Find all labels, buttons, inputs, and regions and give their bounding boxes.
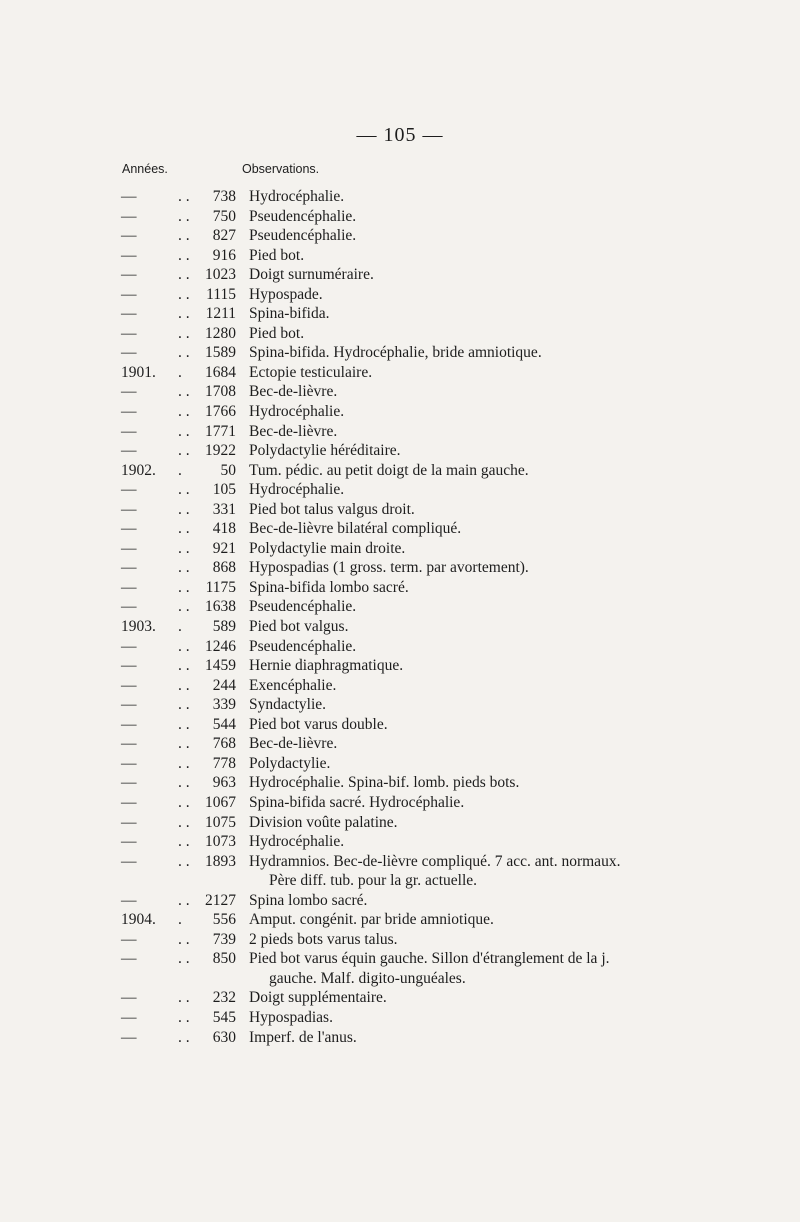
- row-text: Amput. congénit. par bride amniotique.: [249, 911, 494, 929]
- row-year: —: [121, 735, 137, 753]
- row-year: —: [121, 188, 137, 205]
- list-item: [0, 656, 800, 676]
- row-year: —: [121, 383, 137, 401]
- row-year: —: [121, 246, 137, 264]
- list-item: [0, 988, 800, 1008]
- row-text: Polydactylie héréditaire.: [249, 442, 401, 460]
- row-number: 331: [212, 500, 236, 518]
- row-dots: . .: [178, 833, 190, 851]
- row-dots: . .: [178, 266, 190, 284]
- row-number: 738: [212, 188, 236, 205]
- observations-list: [0, 187, 800, 1047]
- list-item: [0, 363, 800, 383]
- row-year: —: [121, 559, 137, 577]
- row-year: —: [121, 1028, 137, 1046]
- row-dots: . .: [178, 891, 190, 909]
- row-year: —: [121, 657, 137, 675]
- row-text: Hydrocéphalie.: [249, 403, 345, 421]
- row-number: 827: [212, 227, 236, 245]
- row-number: 1684: [205, 363, 236, 381]
- row-dots: . .: [178, 813, 190, 831]
- row-year: —: [121, 422, 137, 440]
- row-number: 630: [212, 1028, 236, 1046]
- row-text: Pseudencéphalie.: [249, 637, 357, 655]
- row-text: Pseudencéphalie.: [249, 207, 357, 225]
- row-number: 1771: [205, 422, 236, 440]
- list-item: [0, 578, 800, 598]
- row-year: —: [121, 852, 137, 870]
- list-item: [0, 891, 800, 911]
- list-item: [0, 382, 800, 402]
- list-item: [0, 285, 800, 305]
- list-item: [0, 930, 800, 950]
- row-text: Pied bot varus double.: [249, 715, 388, 733]
- row-number: 1893: [205, 852, 236, 870]
- row-year: —: [121, 344, 137, 362]
- row-year: —: [121, 598, 137, 616]
- list-item: [0, 226, 800, 246]
- row-year: —: [121, 520, 137, 538]
- row-dots: .: [178, 911, 182, 929]
- row-year: —: [121, 793, 137, 811]
- row-number: 916: [212, 246, 236, 264]
- list-item: [0, 773, 800, 793]
- row-dots: . .: [178, 344, 190, 362]
- row-text: Doigt supplémentaire.: [249, 989, 387, 1007]
- row-text: Pied bot.: [249, 246, 305, 264]
- row-text: Polydactylie.: [249, 754, 331, 772]
- list-item: [0, 949, 800, 969]
- list-item: [0, 734, 800, 754]
- row-year: 1901.: [121, 363, 156, 381]
- row-dots: . .: [178, 481, 190, 499]
- row-year: —: [121, 833, 137, 851]
- row-text: Pseudencéphalie.: [249, 227, 357, 245]
- list-item: [0, 265, 800, 285]
- row-dots: . .: [178, 520, 190, 538]
- row-dots: . .: [178, 989, 190, 1007]
- header-years: Années.: [122, 162, 168, 176]
- row-text: Tum. pédic. au petit doigt de la main gauche.: [249, 461, 529, 479]
- list-item: [0, 558, 800, 578]
- row-dots: . .: [178, 559, 190, 577]
- row-dots: . .: [178, 715, 190, 733]
- row-text: Doigt surnuméraire.: [249, 266, 374, 284]
- row-text: Imperf. de l'anus.: [249, 1028, 357, 1046]
- list-item: [0, 715, 800, 735]
- row-number: 244: [212, 676, 236, 694]
- row-number: 1708: [205, 383, 236, 401]
- row-year: —: [121, 950, 137, 968]
- row-text: Spina-bifida sacré. Hydrocéphalie.: [249, 793, 465, 811]
- row-text: Hydrocéphalie.: [249, 481, 345, 499]
- row-year: 1904.: [121, 911, 156, 929]
- list-item: [0, 539, 800, 559]
- list-item: [0, 480, 800, 500]
- row-number: 921: [212, 539, 236, 557]
- row-dots: . .: [178, 637, 190, 655]
- row-year: —: [121, 539, 137, 557]
- row-year: —: [121, 481, 137, 499]
- row-text: Syndactylie.: [249, 696, 327, 714]
- row-year: —: [121, 227, 137, 245]
- row-number: 1073: [205, 833, 236, 851]
- row-text: Hydrocéphalie. Spina-bif. lomb. pieds bots.: [249, 774, 520, 792]
- row-year: 1903.: [121, 618, 156, 636]
- row-text: Bec-de-lièvre.: [249, 383, 338, 401]
- row-number: 768: [212, 735, 236, 753]
- row-dots: . .: [178, 383, 190, 401]
- row-dots: . .: [178, 657, 190, 675]
- row-year: —: [121, 891, 137, 909]
- row-text: Bec-de-lièvre bilatéral compliqué.: [249, 520, 462, 538]
- list-item: [0, 304, 800, 324]
- row-number: 339: [212, 696, 236, 714]
- row-year: —: [121, 207, 137, 225]
- row-dots: . .: [178, 676, 190, 694]
- row-dots: .: [178, 363, 182, 381]
- row-number: 1246: [205, 637, 236, 655]
- row-year: —: [121, 930, 137, 948]
- list-item: [0, 637, 800, 657]
- row-dots: . .: [178, 1008, 190, 1026]
- row-number: 750: [212, 207, 236, 225]
- list-item: [0, 441, 800, 461]
- row-number: 963: [212, 774, 236, 792]
- row-dots: . .: [178, 442, 190, 460]
- row-text: Ectopie testiculaire.: [249, 363, 373, 381]
- list-item: [0, 500, 800, 520]
- row-number: 1067: [205, 793, 236, 811]
- row-text-continuation: gauche. Malf. digito-unguéales.: [269, 969, 466, 987]
- row-dots: . .: [178, 735, 190, 753]
- row-text-continuation: Père diff. tub. pour la gr. actuelle.: [269, 872, 478, 890]
- row-number: 1922: [205, 442, 236, 460]
- row-dots: . .: [178, 578, 190, 596]
- row-text: Hypospadias.: [249, 1008, 333, 1026]
- list-item: [0, 207, 800, 227]
- row-number: 850: [212, 950, 236, 968]
- row-text: 2 pieds bots varus talus.: [249, 930, 398, 948]
- row-year: —: [121, 754, 137, 772]
- row-text: Spina-bifida.: [249, 305, 330, 323]
- row-number: 1280: [205, 324, 236, 342]
- list-item: [0, 1028, 800, 1048]
- row-dots: . .: [178, 930, 190, 948]
- list-item: [0, 461, 800, 481]
- list-item: [0, 422, 800, 442]
- row-number: 589: [212, 618, 236, 636]
- header-observations: Observations.: [242, 162, 320, 176]
- row-number: 868: [212, 559, 236, 577]
- list-item: [0, 813, 800, 833]
- row-number: 1075: [205, 813, 236, 831]
- row-text: Hypospadias (1 gross. term. par avortement).: [249, 559, 529, 577]
- row-dots: . .: [178, 950, 190, 968]
- row-dots: . .: [178, 774, 190, 792]
- list-item: [0, 832, 800, 852]
- row-dots: .: [178, 461, 182, 479]
- list-item: [0, 343, 800, 363]
- row-dots: . .: [178, 227, 190, 245]
- row-text: Hernie diaphragmatique.: [249, 657, 404, 675]
- row-text: Polydactylie main droite.: [249, 539, 406, 557]
- row-number: 1211: [205, 305, 236, 323]
- row-year: —: [121, 305, 137, 323]
- row-year: —: [121, 266, 137, 284]
- row-dots: . .: [178, 246, 190, 264]
- row-number: 545: [212, 1008, 236, 1026]
- row-dots: . .: [178, 422, 190, 440]
- row-year: —: [121, 578, 137, 596]
- column-headers: [0, 162, 800, 182]
- row-number: 1459: [205, 657, 236, 675]
- row-year: —: [121, 774, 137, 792]
- row-dots: . .: [178, 188, 190, 205]
- row-dots: . .: [178, 324, 190, 342]
- row-year: —: [121, 696, 137, 714]
- row-number: 556: [212, 911, 236, 929]
- list-item: [0, 754, 800, 774]
- list-item: [0, 695, 800, 715]
- row-dots: . .: [178, 207, 190, 225]
- list-item: [0, 402, 800, 422]
- row-number: 418: [212, 520, 236, 538]
- list-item: [0, 676, 800, 696]
- row-number: 1115: [206, 285, 236, 303]
- row-dots: .: [178, 618, 182, 636]
- row-year: —: [121, 676, 137, 694]
- row-year: —: [121, 1008, 137, 1026]
- row-text: Pied bot talus valgus droit.: [249, 500, 415, 518]
- list-item: [0, 793, 800, 813]
- list-item-continuation: [0, 969, 800, 989]
- row-text: Bec-de-lièvre.: [249, 735, 338, 753]
- row-year: —: [121, 285, 137, 303]
- list-item-continuation: [0, 871, 800, 891]
- row-dots: . .: [178, 1028, 190, 1046]
- row-year: —: [121, 989, 137, 1007]
- row-year: —: [121, 500, 137, 518]
- row-year: —: [121, 813, 137, 831]
- row-dots: . .: [178, 852, 190, 870]
- row-text: Hydrocéphalie.: [249, 833, 345, 851]
- row-text: Pied bot valgus.: [249, 618, 349, 636]
- row-year: —: [121, 403, 137, 421]
- row-year: —: [121, 637, 137, 655]
- row-text: Spina lombo sacré.: [249, 891, 368, 909]
- row-dots: . .: [178, 500, 190, 518]
- row-dots: . .: [178, 403, 190, 421]
- row-text: Spina-bifida lombo sacré.: [249, 578, 409, 596]
- row-text: Pied bot.: [249, 324, 305, 342]
- row-number: 232: [212, 989, 236, 1007]
- row-number: 1589: [205, 344, 236, 362]
- row-dots: . .: [178, 754, 190, 772]
- list-item: [0, 1008, 800, 1028]
- row-year: —: [121, 324, 137, 342]
- row-number: 739: [212, 930, 236, 948]
- row-text: Pseudencéphalie.: [249, 598, 357, 616]
- list-item: [0, 324, 800, 344]
- row-dots: . .: [178, 793, 190, 811]
- page-number: — 105 —: [356, 124, 444, 146]
- list-item: [0, 246, 800, 266]
- row-year: —: [121, 715, 137, 733]
- row-number: 1638: [205, 598, 236, 616]
- list-item: [0, 519, 800, 539]
- row-text: Division voûte palatine.: [249, 813, 398, 831]
- row-number: 1023: [205, 266, 236, 284]
- row-number: 544: [212, 715, 236, 733]
- row-dots: . .: [178, 539, 190, 557]
- list-item: [0, 617, 800, 637]
- row-year: 1902.: [121, 461, 156, 479]
- row-number: 1175: [205, 578, 236, 596]
- list-item: [0, 910, 800, 930]
- row-text: Hydramnios. Bec-de-lièvre compliqué. 7 acc. ant. normaux.: [249, 852, 621, 870]
- row-number: 2127: [205, 891, 236, 909]
- row-number: 50: [220, 461, 236, 479]
- list-item: [0, 852, 800, 872]
- row-text: Bec-de-lièvre.: [249, 422, 338, 440]
- list-item: [0, 187, 800, 207]
- list-item: [0, 597, 800, 617]
- row-number: 778: [212, 754, 236, 772]
- row-number: 1766: [205, 403, 236, 421]
- row-year: —: [121, 442, 137, 460]
- row-text: Pied bot varus équin gauche. Sillon d'étranglement de la j.: [249, 950, 610, 968]
- row-text: Exencéphalie.: [249, 676, 337, 694]
- row-text: Hydrocéphalie.: [249, 188, 345, 205]
- row-dots: . .: [178, 305, 190, 323]
- row-dots: . .: [178, 598, 190, 616]
- row-number: 105: [212, 481, 236, 499]
- row-dots: . .: [178, 285, 190, 303]
- row-text: Hypospade.: [249, 285, 323, 303]
- row-dots: . .: [178, 696, 190, 714]
- row-text: Spina-bifida. Hydrocéphalie, bride amniotique.: [249, 344, 542, 362]
